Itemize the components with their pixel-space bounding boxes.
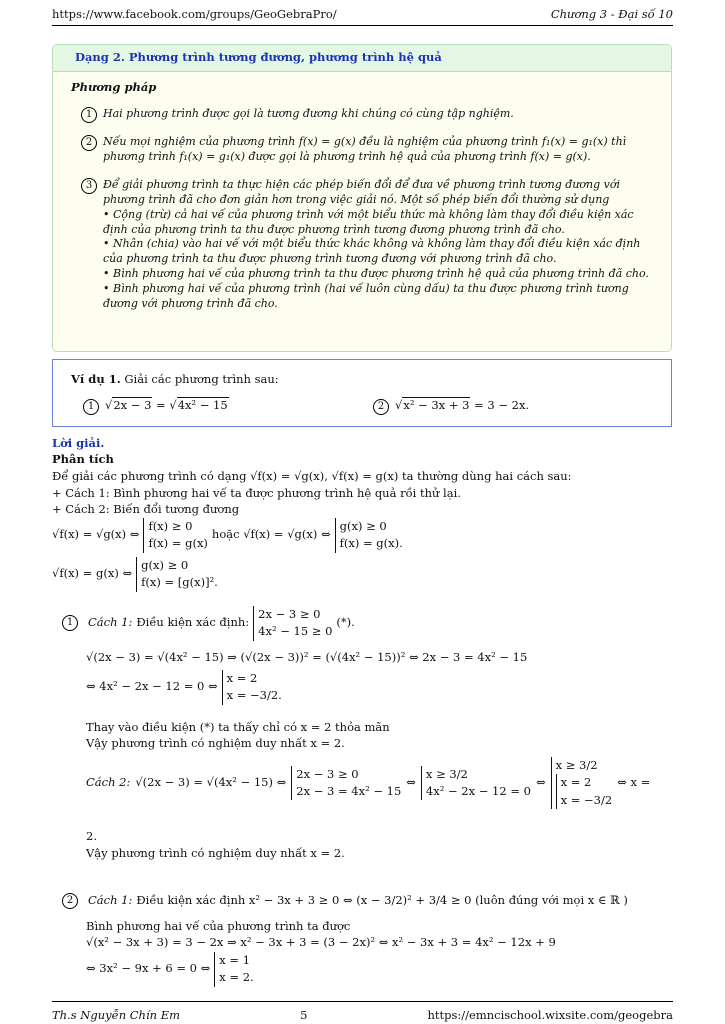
formula-2: √f(x) = g(x) ⇔ g(x) ≥ 0 f(x) = [g(x)]². <box>52 557 218 592</box>
analysis-heading: Phân tích <box>52 452 114 466</box>
method-box: Dạng 2. Phương trình tương đương, phương trình hệ quả Phương pháp 1 Hai phương trình được gọi là tương đương khi chúng có cùng tập nghiệm. 2 Nếu mọi nghiệm của phương trình f(x) = g(x) đều là nghiệm của phương trình f₁(x) = g₁(x) thì phương trình f₁(x) = g₁(x) được gọi là phương trình hệ quả của phương trình f(x) = g(x). 3 Để giải phương trình ta thực hiện các phép biến đổi để đưa về phương trình tương đương với phương trình đã cho đơn giản hơn trong việc giải nó. Một số phép biến đổi thường sử dụng • Cộng (trừ) cả hai vế của phương trình với một biểu thức mà không làm thay đổi điều kiện xác định của phương trình ta thu được phương trình tương đương phương trình đã cho. • Nhân (chia) vào hai vế với một biểu thức khác không và không làm thay đổi điều kiện xác định của phương trình ta thu được phương trình tương đương với phương trình đã cho. • Bình phương hai vế của phương trình ta thu được phương trình hệ quả của phương trình đã cho. • Bình phương hai vế của phương trình (hai vế luôn cùng dấu) ta thu được phương trình tương đương với phương trình đã cho. <box>52 44 672 352</box>
part1-line: Vậy phương trình có nghiệm duy nhất x = 2. <box>86 846 345 860</box>
part2-line: Bình phương hai vế của phương trình ta được <box>86 919 351 933</box>
analysis-line: Để giải các phương trình có dạng √f(x) = √g(x), √f(x) = g(x) ta thường dùng hai cách sau: <box>52 469 572 483</box>
part1-line: Thay vào điều kiện (*) ta thấy chỉ có x = 2 thỏa mãn <box>86 720 390 734</box>
method-heading: Phương pháp <box>71 79 157 94</box>
part2-roots: ⇔ 3x² − 9x + 6 = 0 ⇔ x = 1 x = 2. <box>86 952 254 987</box>
example-text: Giải các phương trình sau: <box>124 372 279 386</box>
bullet: • Bình phương hai vế của phương trình ta thu được phương trình hệ quả của phương trình đã cho. <box>103 267 649 281</box>
part1-cach1: 1 Cách 1: Điều kiện xác định: 2x − 3 ≥ 0 4x² − 15 ≥ 0 (*). <box>62 606 355 641</box>
bullet: • Cộng (trừ) cả hai vế của phương trình với một biểu thức mà không làm thay đổi điều kiện xác định của phương trình ta thu được phương trình tương đương phương trình đã cho. <box>103 207 634 236</box>
box-title: Dạng 2. Phương trình tương đương, phương trình hệ quả <box>53 45 671 72</box>
solution-title: Lời giải. <box>52 436 105 450</box>
part2-cach1: 2 Cách 1: Điều kiện xác định x² − 3x + 3 ≥ 0 ⇔ (x − 3/2)² + 3/4 ≥ 0 (luôn đúng với mọi x ∈ ℝ ) <box>62 893 628 909</box>
part2-line: √(x² − 3x + 3) = 3 − 2x ⇒ x² − 3x + 3 = (3 − 2x)² ⇔ x² − 3x + 3 = 4x² − 12x + 9 <box>86 935 556 949</box>
analysis-line: + Cách 2: Biến đổi tương đương <box>52 502 240 516</box>
example-eq-2: 2 √x² − 3x + 3 = 3 − 2x. <box>373 398 529 415</box>
footer-site[interactable]: https://emncischool.wixsite.com/geogebra <box>427 1008 673 1022</box>
header-chapter: Chương 3 - Đại số 10 <box>550 7 673 21</box>
part1-line: √(2x − 3) = √(4x² − 15) ⇒ (√(2x − 3))² = (√(4x² − 15))² ⇔ 2x − 3 = 4x² − 15 <box>86 650 528 664</box>
bullet: • Bình phương hai vế của phương trình (hai vế luôn cùng dấu) ta thu được phương trình tương đương với phương trình đã cho. <box>103 281 629 310</box>
footer-author: Th.s Nguyễn Chín Em <box>52 1008 180 1022</box>
example-box <box>52 359 672 427</box>
formula-1: √f(x) = √g(x) ⇔ f(x) ≥ 0 f(x) = g(x) hoặc √f(x) = √g(x) ⇔ g(x) ≥ 0 f(x) = g(x). <box>52 518 403 553</box>
page-footer <box>52 1001 673 1024</box>
part1-cach2: Cách 2: √(2x − 3) = √(4x² − 15) ⇔ 2x − 3 ≥ 0 2x − 3 = 4x² − 15 ⇔ x ≥ 3/2 4x² − 2x − 12 = 0 ⇔ x ≥ 3/2 x = 2 x = −3/2 ⇔ x = <box>86 757 650 809</box>
example-label: Ví dụ 1. <box>71 372 121 386</box>
bullet: • Nhân (chia) vào hai vế với một biểu thức khác không và không làm thay đổi điều kiện xác định của phương trình ta thu được phương trình tương đương với phương trình đã cho. <box>103 237 641 266</box>
part1-line: 2. <box>86 829 97 843</box>
header-url[interactable]: https://www.facebook.com/groups/GeoGebraPro/ <box>52 7 337 21</box>
part1-roots: ⇔ 4x² − 2x − 12 = 0 ⇔ x = 2 x = −3/2. <box>86 670 282 705</box>
page-header <box>52 7 673 26</box>
analysis-line: + Cách 1: Bình phương hai vế ta được phương trình hệ quả rồi thử lại. <box>52 486 461 500</box>
example-eq-1: 1 √2x − 3 = √4x² − 15 <box>83 398 229 415</box>
page-number: 5 <box>300 1008 308 1022</box>
part1-line: Vậy phương trình có nghiệm duy nhất x = 2. <box>86 736 345 750</box>
